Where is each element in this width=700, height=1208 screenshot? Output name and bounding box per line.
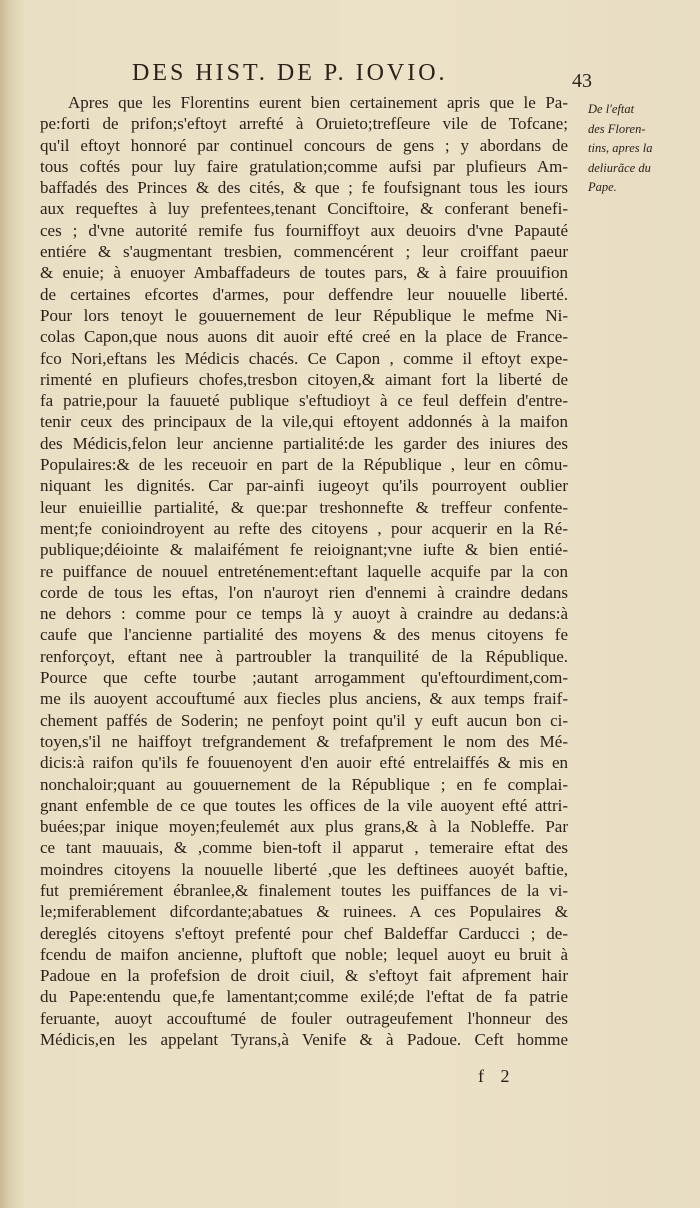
text-line: ment;fe conioindroyent au refte des citoyens , pour acquerir en la Ré- <box>40 518 568 538</box>
text-line: dereglés citoyens s'eftoyt prefenté pour chef Baldeffar Carducci ; de- <box>40 923 568 943</box>
main-text-block <box>40 92 568 1050</box>
text-line: des Médicis,felon leur ancienne partialité:de les garder des iniures des <box>40 433 568 453</box>
marginal-note-line: De l'eftat <box>588 102 635 116</box>
text-line: fco Nori,eftans les Médicis chacés. Ce Capon , comme il eftoyt expe- <box>40 348 568 368</box>
text-line: Pource que cefte tourbe ;autant arrogamment qu'eftourdiment,com- <box>40 668 568 688</box>
marginal-note <box>588 100 696 198</box>
text-line: pe:forti de prifon;s'eftoyt arrefté à Oruieto;trefſeure vile de Tofcane; <box>40 114 568 134</box>
text-line: chement paffés de Soderin; ne penfoyt point qu'il y euft aucun bon ci- <box>40 710 568 730</box>
text-line: entiére & s'augmentant tresbien, commencérent ; leur croiffant paeur <box>40 242 568 262</box>
text-line: le;miferablement difcordante;abatues & ruinees. A ces Populaires & <box>40 902 568 922</box>
text-line: baffadés des Princes & des cités, & que ; fe foufsignant tous les iours <box>40 178 568 198</box>
text-line: moindres citoyens la nouuelle liberté ,que les deftinees auoyét baftie, <box>40 859 568 879</box>
text-line: gnant enfemble de ce que toutes les offices de la vile auoyent efté attri- <box>40 795 568 815</box>
text-line: & enuie; à enuoyer Ambaffadeurs de toutes pars, & à faire prouuifion <box>40 263 568 283</box>
text-line: Populaires:& de les receuoir en part de la République , leur en cômu- <box>40 455 568 475</box>
text-line: buées;par inique moyen;feulemét aux plus grans,& à la Nobleffe. Par <box>40 817 568 837</box>
text-line: aux requeftes à luy prefentees,tenant Conciftoire, & conferant benefi- <box>40 199 568 219</box>
text-line: nonchaloir;quant au gouuernement de la République ; en fe complai- <box>40 774 568 794</box>
text-line: ce tant mauuais, & ,comme bien-toft il apparut , temeraire eftat des <box>40 838 568 858</box>
text-line: toyen,s'il ne haiffoyt trefgrandement & trefafprement le nom des Mé- <box>40 731 568 751</box>
text-line: Pour lors tenoyt le gouuernement de leur République le mefme Ni- <box>40 305 568 325</box>
text-line: me ils auoyent accouftumé aux fiecles plus anciens, & aux temps fraif- <box>40 689 568 709</box>
text-line: niquant les dignités. Car par-ainfi iugeoyt qu'ils pourroyent oublier <box>40 476 568 496</box>
text-line: tenir ceux des principaux de la vile,qui eftoyent addonnés à la maifon <box>40 412 568 432</box>
text-line: du Pape:entendu que,fe lamentant;comme exilé;de l'eftat de fa patrie <box>40 987 568 1007</box>
text-line: rimenté en plufieurs chofes,tresbon citoyen,& aimant fort la liberté de <box>40 369 568 389</box>
text-line: dicis:à raifon qu'ils fe fouuenoyent d'en auoir efté entrelaiffés & mis en <box>40 753 568 773</box>
text-line: publique;déiointe & malaifément fe reioignant;vne iufte & bien entié- <box>40 540 568 560</box>
text-line: colas Capon,que nous auons dit auoir efté creé en la place de France- <box>40 327 568 347</box>
text-line: fa patrie,pour la fauueté publique s'eftudioyt à ce feul deffein d'entre- <box>40 391 568 411</box>
text-line: leur enuieillie partialité, & que:par treshonnefte & treffeur confente- <box>40 497 568 517</box>
marginal-note-line: deliurãce du <box>588 160 651 175</box>
text-line: tous coftés pour luy faire gratulation;comme aufsi par plufieurs Am- <box>40 156 568 176</box>
text-line: qu'il eftoyt honnoré par continuel concours de gens ; y abordans de <box>40 135 568 155</box>
text-line: Médicis,en les appelant Tyrans,à Venife & à Padoue. Ceft homme <box>40 1030 568 1050</box>
text-line: ces ; d'vne autorité remife fus fourniffoyt aux deuoirs d'vne Papauté <box>40 220 568 240</box>
signature-mark: f 2 <box>478 1066 516 1086</box>
text-line: Apres que les Florentins eurent bien certainement apris que le Pa- <box>68 93 568 112</box>
text-line: de certaines efcortes d'armes, pour deffendre leur nouuelle liberté. <box>40 284 568 304</box>
text-line: caufe que l'ancienne partialité des moyens & des menus citoyens fe <box>40 625 568 645</box>
marginal-note-line: tins, apres la <box>588 141 653 155</box>
text-line: fut premiérement ébranlee,& finalement toutes les puiffances de la vi- <box>40 880 568 900</box>
running-head: DES HIST. DE P. IOVIO. <box>132 60 448 86</box>
text-line: Padoue en la profefsion de droit ciuil, & s'eftoyt fait afprement hair <box>40 966 568 986</box>
text-line: corde de tous les eftas, l'on n'auroyt rien d'ennemi à craindre dedans <box>40 582 568 602</box>
text-line: fcendu de maifon ancienne, pluftoft que noble; lequel auoyt eu bruit à <box>40 944 568 964</box>
page-number: 43 <box>572 70 592 92</box>
marginal-note-line: Pape. <box>588 180 617 194</box>
text-line: re puiffance de nouuel entreténement:eftant laquelle acquife par la con <box>40 561 568 581</box>
text-line: renforçoyt, eftant nee à partroubler la tranquilité de la République. <box>40 646 568 666</box>
text-line: ne dehors : comme pour ce temps là y auoyt à craindre au dedans:à <box>40 604 568 624</box>
text-line: feruante, auoyt accouftumé de fouler outrageufement l'honneur des <box>40 1008 568 1028</box>
marginal-note-line: des Floren- <box>588 121 646 136</box>
